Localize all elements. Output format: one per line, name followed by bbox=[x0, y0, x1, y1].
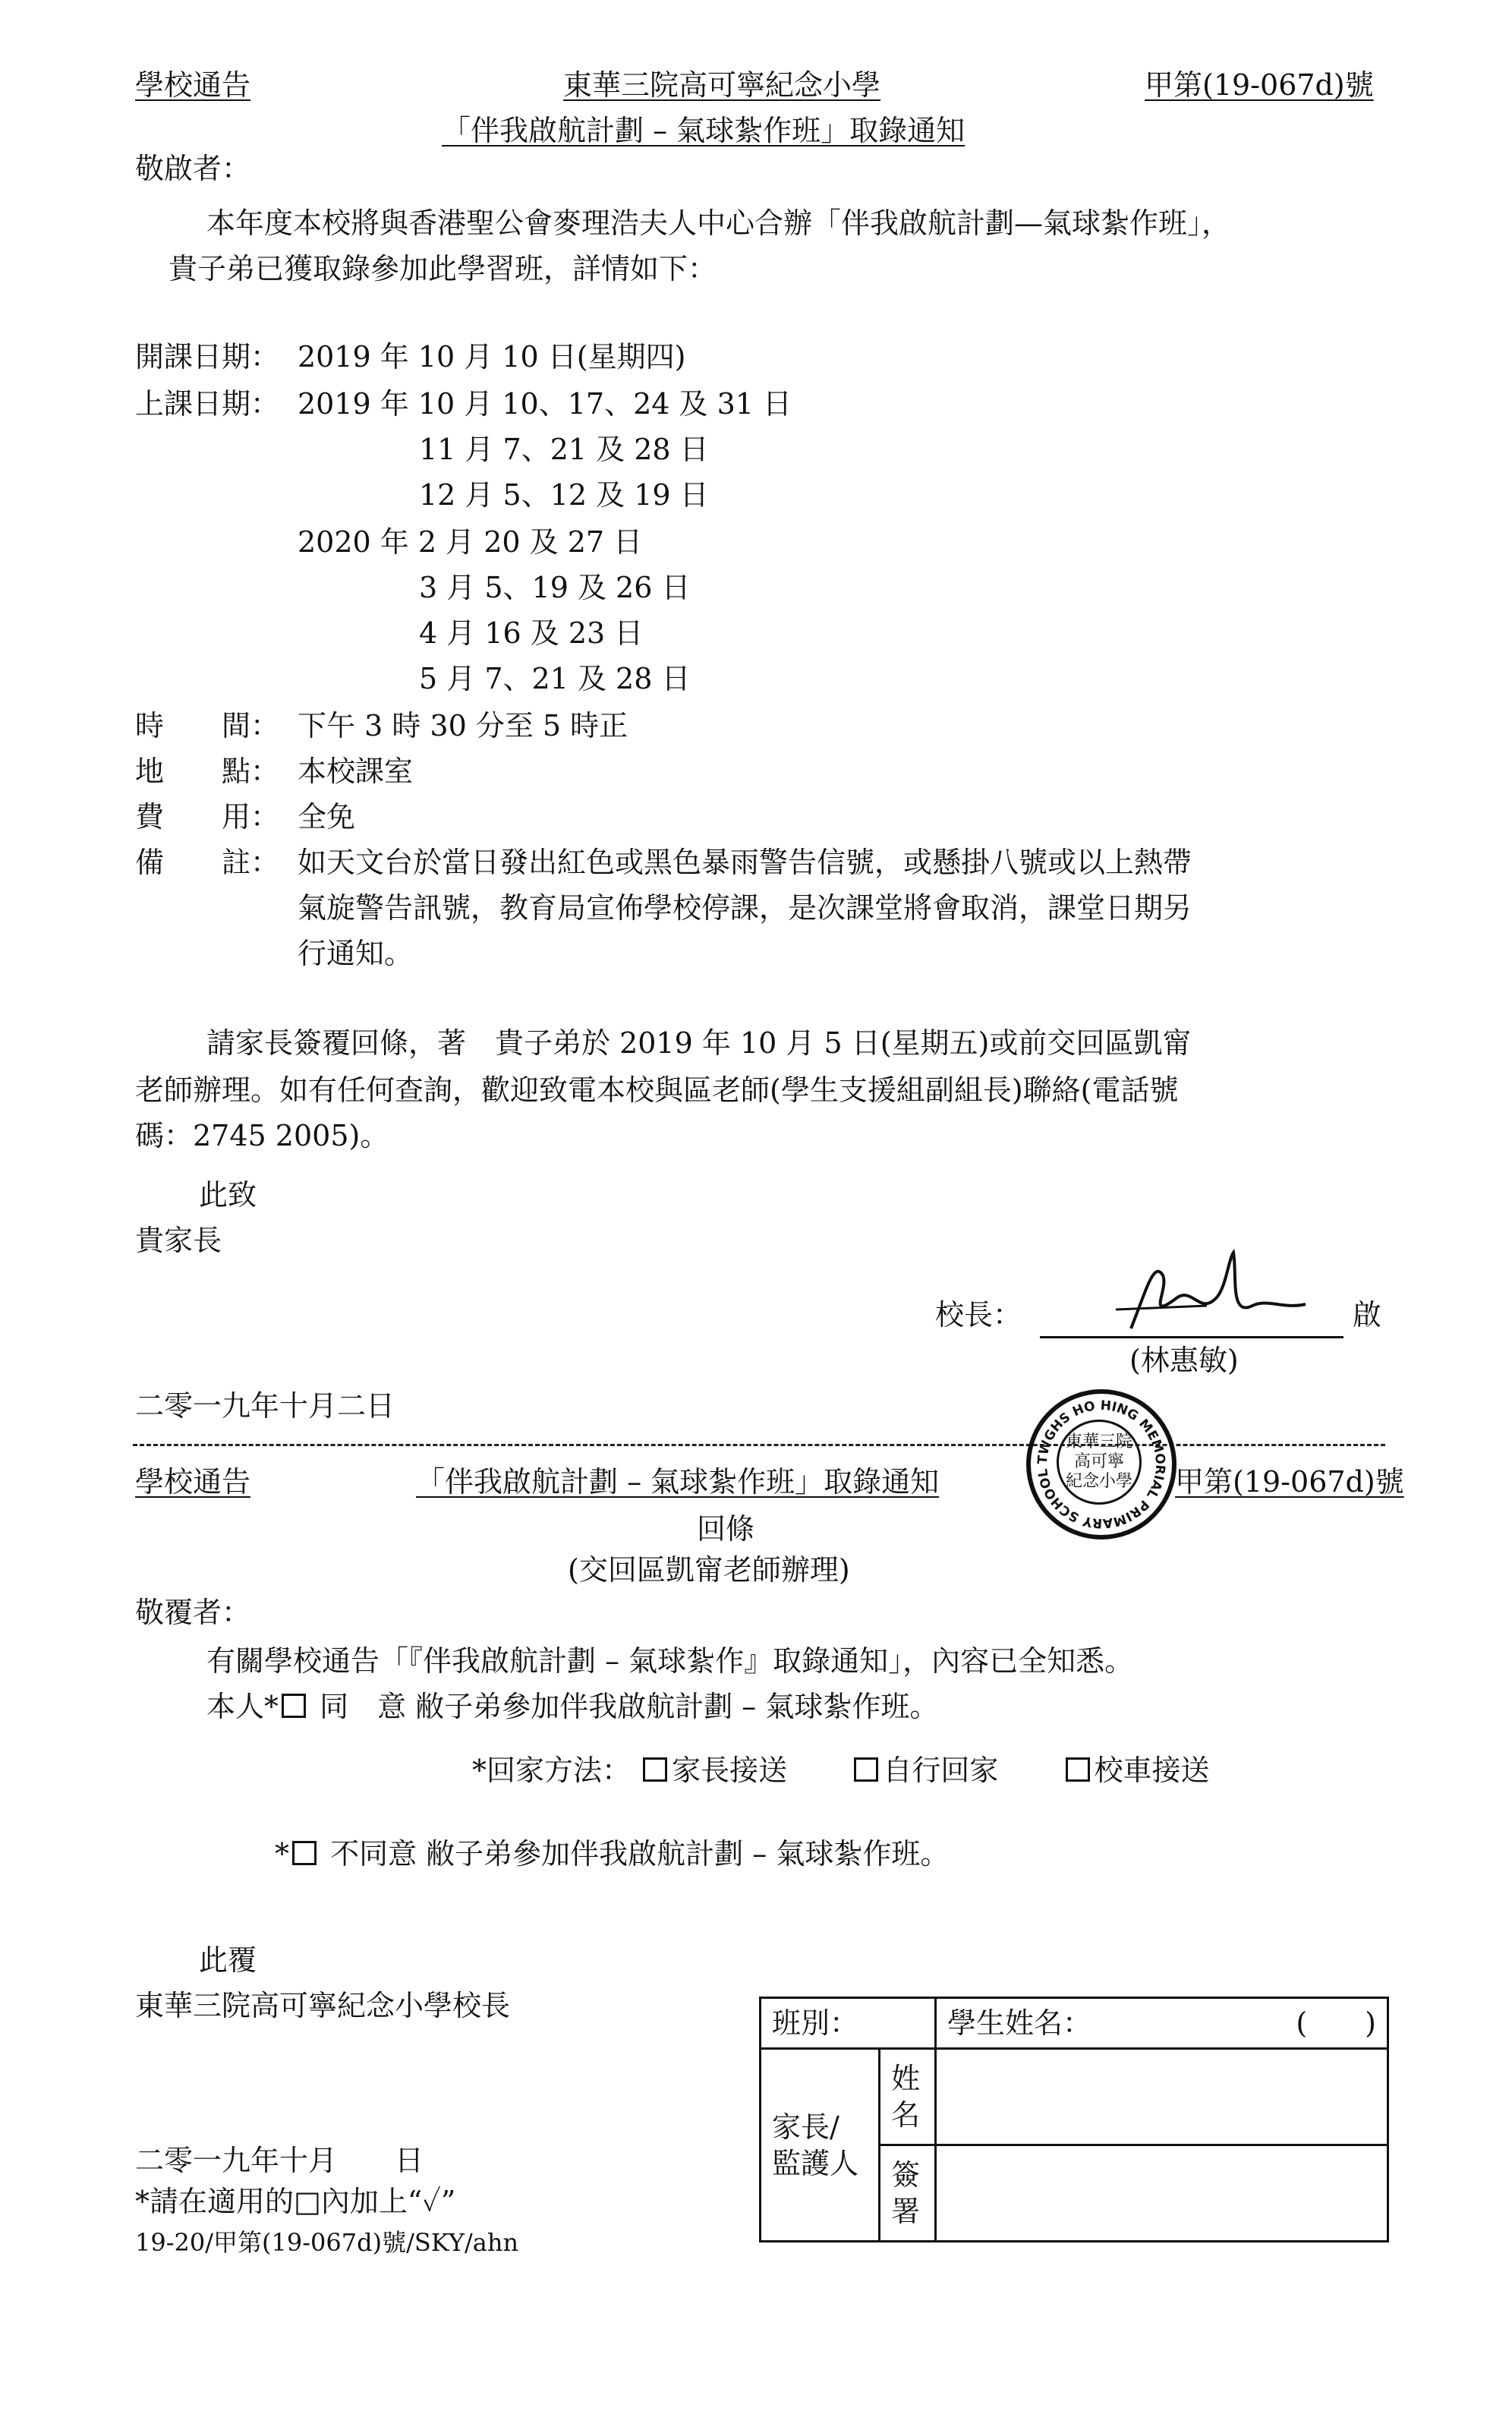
class-dates-value: 2019 年 10 月 10、17、24 及 31 日 bbox=[298, 387, 792, 421]
remark-line: 行通知。 bbox=[298, 937, 414, 970]
date-line: 5 月 7、21 及 28 日 bbox=[419, 662, 691, 695]
tick-instruction: *請在適用的□內加上“✓” bbox=[135, 2185, 456, 2218]
disagree-checkbox[interactable] bbox=[292, 1841, 317, 1865]
guardian-signature-label: 簽 署 bbox=[880, 2145, 936, 2242]
date-line: 12 月 5、12 及 19 日 bbox=[419, 478, 709, 512]
place-label: 地 點： bbox=[135, 755, 280, 788]
time-value: 下午 3 時 30 分至 5 時正 bbox=[298, 709, 628, 742]
self-return-checkbox[interactable] bbox=[854, 1757, 878, 1782]
signature-icon bbox=[1101, 1245, 1328, 1344]
seal-ring-text: TWGHS HO HING MEMORIAL PRIMARY SCHOOL bbox=[1035, 1398, 1168, 1531]
seal-center-line: 高可寧 bbox=[1073, 1452, 1124, 1471]
return-method-row bbox=[472, 1752, 1210, 1789]
request-line: 請家長簽覆回條，著 貴子弟於 2019 年 10 月 5 日(星期五)或前交回區凱甯 bbox=[206, 1026, 1192, 1060]
fee-value: 全免 bbox=[298, 800, 356, 834]
guardian-label: 家長/ 監護人 bbox=[761, 2049, 880, 2242]
date-line: 11 月 7、21 及 28 日 bbox=[419, 433, 709, 466]
request-line: 碼：2745 2005)。 bbox=[135, 1119, 389, 1152]
parent-pickup-label: 家長接送 bbox=[672, 1754, 788, 1787]
date-line: 4 月 16 及 23 日 bbox=[419, 616, 644, 650]
agree-prefix: 本人* bbox=[206, 1690, 279, 1723]
fee-label: 費 用： bbox=[135, 800, 280, 834]
guardian-name-label: 姓 名 bbox=[880, 2049, 936, 2145]
remark-line: 如天文台於當日發出紅色或黑色暴雨警告信號，或懸掛八號或以上熱帶 bbox=[298, 846, 1192, 879]
reply-acknowledgement: 有關學校通告「『伴我啟航計劃 – 氣球紮作』取錄通知」，內容已全知悉。 bbox=[206, 1644, 1134, 1678]
start-date-label: 開課日期： bbox=[135, 340, 280, 373]
class-dates-label: 上課日期： bbox=[135, 387, 280, 421]
class-label: 班別： bbox=[772, 2006, 859, 2040]
seal-center bbox=[1057, 1420, 1142, 1505]
school-bus-label: 校車接送 bbox=[1094, 1754, 1210, 1787]
salutation: 敬啟者： bbox=[135, 152, 251, 185]
principal-suffix: 啟 bbox=[1353, 1298, 1382, 1332]
signature-line bbox=[1040, 1336, 1343, 1338]
guardian-name-field[interactable] bbox=[936, 2049, 1388, 2145]
request-line: 老師辦理。如有任何查詢，歡迎致電本校與區老師(學生支援組副組長)聯絡(電話號 bbox=[135, 1073, 1179, 1107]
start-date-value: 2019 年 10 月 10 日(星期四) bbox=[298, 340, 686, 373]
remark-line: 氣旋警告訊號，教育局宣佈學校停課，是次課堂將會取消，課堂日期另 bbox=[298, 891, 1192, 925]
principal-name: (林惠敏) bbox=[1129, 1344, 1239, 1377]
notice-subtitle: 「伴我啟航計劃 – 氣球紮作班」取錄通知 bbox=[442, 114, 965, 147]
place-value: 本校課室 bbox=[298, 755, 414, 788]
disagree-asterisk: * bbox=[275, 1837, 289, 1871]
student-class-number: ( ) bbox=[1296, 2006, 1376, 2040]
intro-line-2: 貴子弟已獲取錄參加此學習班，詳情如下： bbox=[169, 252, 717, 285]
cut-line bbox=[133, 1444, 1385, 1446]
reply-notice-label: 學校通告 bbox=[135, 1465, 251, 1499]
reply-reference-number: 甲第(19-067d)號 bbox=[1175, 1465, 1404, 1499]
reply-date: 二零一九年十月 日 bbox=[135, 2144, 424, 2177]
school-name: 東華三院高可寧紀念小學 bbox=[563, 68, 881, 102]
guardian-signature-field[interactable] bbox=[936, 2145, 1388, 2242]
agree-text: 同 意 敝子弟參加伴我啟航計劃 – 氣球紮作班。 bbox=[320, 1690, 939, 1723]
notice-label: 學校通告 bbox=[135, 68, 251, 102]
time-label: 時 間： bbox=[135, 709, 280, 742]
remark-label: 備 註： bbox=[135, 846, 280, 879]
seal-center-line: 紀念小學 bbox=[1065, 1472, 1132, 1491]
intro-line-1: 本年度本校將與香港聖公會麥理浩夫人中心合辦「伴我啟航計劃—氣球紮作班」， bbox=[206, 206, 1231, 240]
reply-note: (交回區凱甯老師辦理) bbox=[568, 1553, 850, 1587]
closing-line-2: 貴家長 bbox=[135, 1224, 222, 1257]
reply-closing-2: 東華三院高可寧紀念小學校長 bbox=[135, 1989, 511, 2022]
reply-info-table bbox=[759, 1997, 1389, 2242]
student-name-cell[interactable] bbox=[936, 1998, 1388, 2049]
reply-salutation: 敬覆者： bbox=[135, 1596, 251, 1629]
agree-checkbox[interactable] bbox=[282, 1694, 306, 1718]
seal-center-line: 東華三院 bbox=[1065, 1432, 1132, 1451]
reply-title: 回條 bbox=[697, 1512, 755, 1546]
disagree-text: 不同意 敝子弟參加伴我啟航計劃 – 氣球紮作班。 bbox=[330, 1837, 950, 1871]
date-line: 2020 年 2 月 20 及 27 日 bbox=[298, 525, 643, 559]
principal-label: 校長： bbox=[935, 1298, 1022, 1332]
closing-line-1: 此致 bbox=[199, 1178, 257, 1212]
student-name-label: 學生姓名： bbox=[947, 2006, 1092, 2040]
reference-number: 甲第(19-067d)號 bbox=[1145, 68, 1374, 102]
letter-date: 二零一九年十月二日 bbox=[135, 1389, 395, 1423]
agree-option bbox=[206, 1688, 938, 1725]
school-seal bbox=[1026, 1389, 1177, 1540]
return-method-label: *回家方法： bbox=[472, 1754, 632, 1787]
parent-pickup-checkbox[interactable] bbox=[643, 1757, 667, 1782]
reply-closing-1: 此覆 bbox=[199, 1943, 257, 1977]
self-return-label: 自行回家 bbox=[883, 1754, 999, 1787]
school-bus-checkbox[interactable] bbox=[1066, 1757, 1090, 1782]
date-line: 3 月 5、19 及 26 日 bbox=[419, 571, 691, 604]
reply-subtitle: 「伴我啟航計劃 – 氣球紮作班」取錄通知 bbox=[416, 1465, 940, 1499]
disagree-option bbox=[275, 1836, 949, 1872]
class-cell[interactable] bbox=[761, 1998, 936, 2049]
footer-reference: 19-20/甲第(19-067d)號/SKY/ahn bbox=[135, 2228, 519, 2257]
